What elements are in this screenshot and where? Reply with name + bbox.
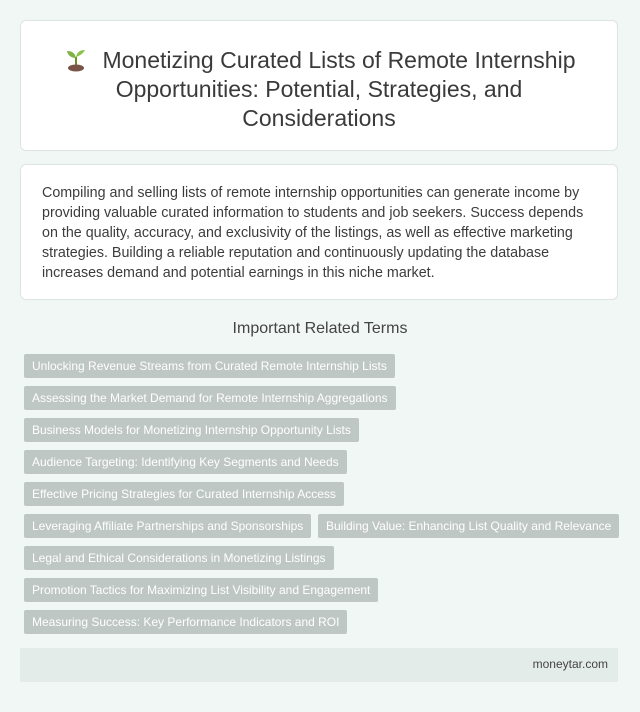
summary-text: Compiling and selling lists of remote internship opportunities can generate income by providing valuable curated information to students and job seekers. Success depends on the quality, accuracy, and exclusivity of the listings, as well as effective marketing strategies. Building a reliable reputation and continuously updating the database increases demand and potential earnings in this niche market. [42, 185, 584, 281]
related-terms-heading: Important Related Terms [232, 320, 408, 337]
term-tag[interactable]: Leveraging Affiliate Partnerships and Sponsorships [24, 514, 311, 538]
term-tag[interactable]: Unlocking Revenue Streams from Curated Remote Internship Lists [24, 354, 395, 378]
term-tag[interactable]: Measuring Success: Key Performance Indicators and ROI [24, 610, 347, 634]
term-tag[interactable]: Assessing the Market Demand for Remote Internship Aggregations [24, 386, 396, 410]
footer [20, 648, 618, 682]
term-tag[interactable]: Building Value: Enhancing List Quality and Relevance [318, 514, 619, 538]
sprout-icon [62, 45, 90, 73]
term-tag[interactable]: Promotion Tactics for Maximizing List Visibility and Engagement [24, 578, 378, 602]
title-card [20, 20, 618, 151]
term-tag[interactable]: Audience Targeting: Identifying Key Segments and Needs [24, 450, 347, 474]
title-wrap [21, 45, 617, 133]
summary-card [20, 164, 618, 300]
term-tag[interactable]: Legal and Ethical Considerations in Monetizing Listings [24, 546, 334, 570]
term-tag[interactable]: Business Models for Monetizing Internship Opportunity Lists [24, 418, 359, 442]
term-tag[interactable]: Effective Pricing Strategies for Curated Internship Access [24, 482, 344, 506]
footer-site-link[interactable]: moneytar.com [532, 657, 608, 671]
page-title: Monetizing Curated Lists of Remote Internship Opportunities: Potential, Strategies, and Considerations [102, 47, 576, 131]
